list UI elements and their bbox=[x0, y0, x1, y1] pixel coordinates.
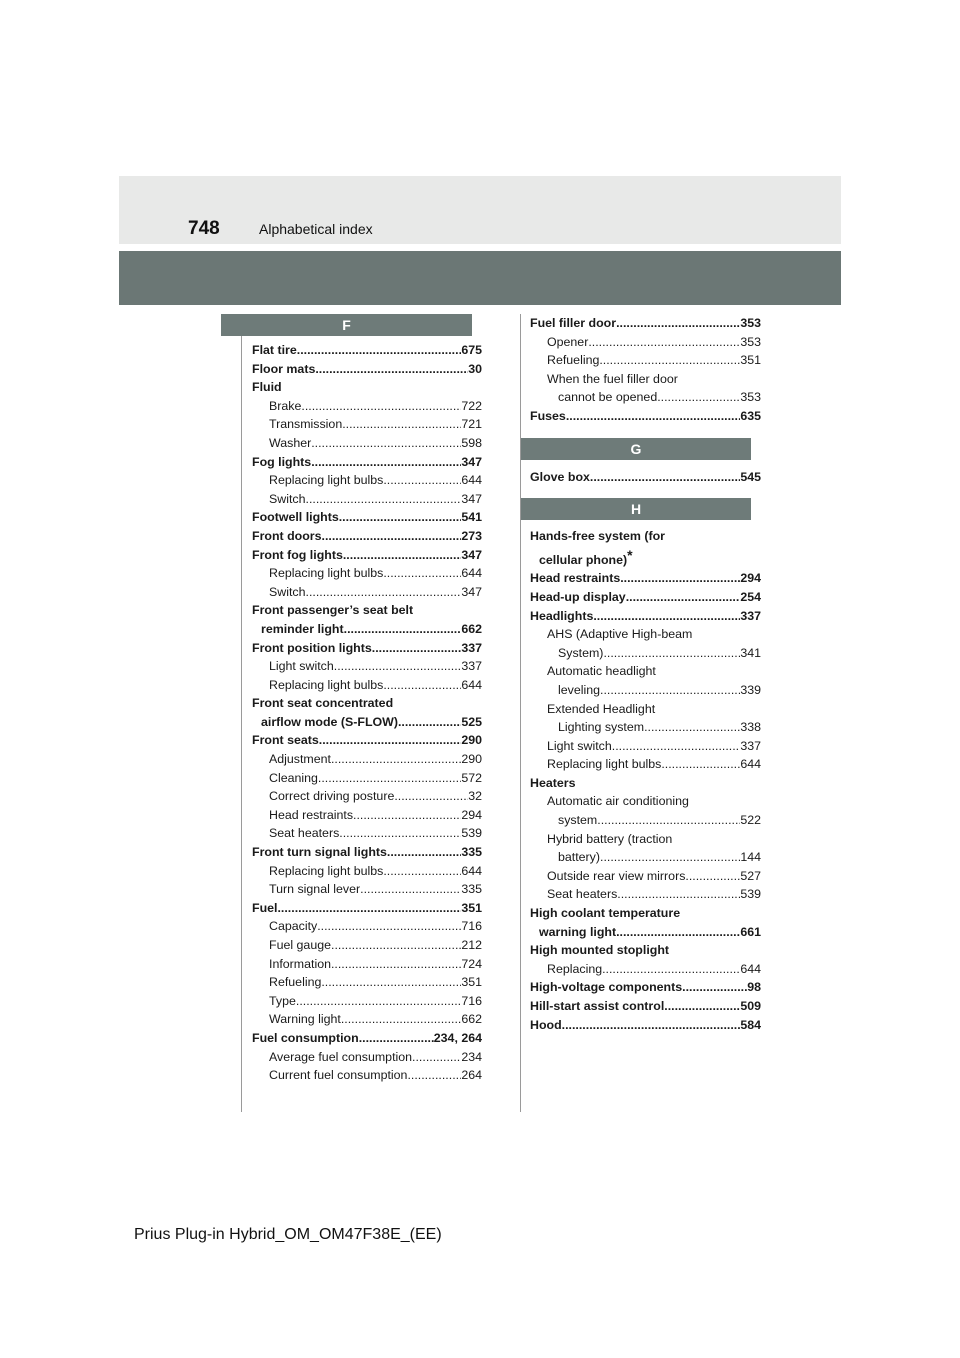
entry-label: leveling bbox=[558, 682, 601, 697]
entry-page: 527 bbox=[740, 868, 761, 883]
dot-leader bbox=[616, 923, 740, 942]
entry-label: High coolant temperature bbox=[530, 906, 681, 921]
index-entry bbox=[252, 471, 482, 490]
dot-leader bbox=[311, 453, 461, 472]
entry-page: 264 bbox=[461, 1068, 482, 1083]
dot-leader bbox=[342, 415, 461, 434]
footnote-mark: * bbox=[627, 546, 633, 563]
entry-page: 341 bbox=[740, 645, 761, 660]
index-entry bbox=[530, 923, 761, 942]
entry-label: Refueling bbox=[269, 975, 322, 990]
dot-leader bbox=[372, 639, 462, 658]
index-entry bbox=[530, 792, 761, 811]
entry-page: 234 bbox=[461, 1049, 482, 1064]
entry-page: 644 bbox=[461, 677, 482, 692]
entry-page: 290 bbox=[461, 733, 482, 748]
entry-label: Cleaning bbox=[269, 770, 318, 785]
dot-leader bbox=[321, 973, 461, 992]
entry-page: 347 bbox=[461, 584, 482, 599]
entry-label: Seat heaters bbox=[547, 887, 618, 902]
entry-label: Replacing bbox=[547, 961, 603, 976]
dot-leader bbox=[306, 583, 462, 602]
entry-label: Adjustment bbox=[269, 752, 331, 767]
index-entry bbox=[252, 750, 482, 769]
dot-leader bbox=[344, 620, 462, 639]
entry-page: 347 bbox=[461, 491, 482, 506]
index-entry bbox=[252, 639, 482, 658]
index-entry bbox=[252, 787, 482, 806]
dot-leader bbox=[566, 407, 741, 426]
index-entry bbox=[530, 333, 761, 352]
entry-label: Outside rear view mirrors bbox=[547, 868, 686, 883]
index-entry bbox=[530, 569, 761, 588]
entry-page: 644 bbox=[740, 757, 761, 772]
dot-leader bbox=[590, 468, 740, 487]
index-entry bbox=[252, 955, 482, 974]
index-entry bbox=[252, 490, 482, 509]
entry-page: 635 bbox=[740, 408, 761, 423]
dot-leader bbox=[682, 978, 747, 997]
index-entry bbox=[252, 936, 482, 955]
entry-label: Information bbox=[269, 956, 331, 971]
entry-page: 337 bbox=[461, 659, 482, 674]
index-entry bbox=[252, 360, 482, 379]
entry-page: 234, 264 bbox=[433, 1030, 482, 1045]
index-entry bbox=[530, 588, 761, 607]
entry-label: warning light bbox=[539, 924, 617, 939]
index-entry bbox=[530, 811, 761, 830]
index-entry bbox=[252, 583, 482, 602]
index-column-left bbox=[241, 314, 482, 1112]
entry-page: 662 bbox=[461, 1012, 482, 1027]
entry-label: battery) bbox=[558, 850, 601, 865]
entry-page: 32 bbox=[468, 789, 482, 804]
entry-label: Correct driving posture bbox=[269, 789, 395, 804]
dot-leader bbox=[412, 1048, 461, 1067]
index-entry bbox=[252, 341, 482, 360]
dot-leader bbox=[317, 917, 461, 936]
dot-leader bbox=[562, 1016, 741, 1035]
dot-leader bbox=[334, 657, 462, 676]
dot-leader bbox=[331, 936, 461, 955]
entry-page: 351 bbox=[461, 975, 482, 990]
index-entry bbox=[252, 527, 482, 546]
entry-page: 353 bbox=[740, 316, 761, 330]
entry-label: Fuel gauge bbox=[269, 938, 332, 952]
dot-leader bbox=[322, 527, 462, 546]
entry-label: Hill-start assist control bbox=[530, 999, 665, 1013]
entry-label: Head-up display bbox=[530, 589, 626, 604]
dot-leader bbox=[339, 508, 462, 527]
index-entry bbox=[530, 700, 761, 719]
entry-page: 598 bbox=[461, 435, 482, 450]
entry-page: 30 bbox=[468, 361, 482, 376]
entry-label: Lighting system bbox=[558, 720, 645, 735]
entry-page: 351 bbox=[740, 353, 761, 368]
index-entry bbox=[530, 885, 761, 904]
entry-page: 539 bbox=[740, 887, 761, 902]
dot-leader bbox=[617, 885, 740, 904]
index-entry bbox=[530, 607, 761, 626]
index-entry bbox=[252, 862, 482, 881]
dot-leader bbox=[603, 644, 740, 663]
index-entry bbox=[252, 620, 482, 639]
entry-label: Switch bbox=[269, 491, 306, 506]
index-entry bbox=[530, 755, 761, 774]
index-entry bbox=[252, 378, 482, 397]
index-entry bbox=[252, 415, 482, 434]
entry-label: Hands-free system (for bbox=[530, 529, 665, 544]
entry-label: airflow mode (S-FLOW) bbox=[261, 714, 398, 729]
index-entry bbox=[252, 453, 482, 472]
entry-label: Automatic air conditioning bbox=[547, 794, 689, 809]
entry-label: Light switch bbox=[269, 659, 334, 674]
index-entries-left bbox=[242, 341, 482, 1085]
entry-label: Current fuel consumption bbox=[269, 1068, 408, 1083]
index-entry bbox=[252, 564, 482, 583]
dot-leader bbox=[331, 955, 461, 974]
dot-leader bbox=[383, 564, 461, 583]
index-entry bbox=[530, 407, 761, 426]
index-entry bbox=[530, 1016, 761, 1035]
index-entry bbox=[530, 546, 761, 570]
dot-leader bbox=[600, 681, 740, 700]
page-title: Alphabetical index bbox=[259, 221, 373, 237]
entry-label: Hood bbox=[530, 1017, 562, 1032]
entry-label: High mounted stoplight bbox=[530, 943, 670, 958]
entry-label: cannot be opened bbox=[558, 390, 658, 405]
index-entry bbox=[252, 676, 482, 695]
index-entry bbox=[530, 718, 761, 737]
entry-page: 353 bbox=[740, 334, 761, 349]
index-entry bbox=[530, 527, 761, 546]
dot-leader bbox=[306, 490, 462, 509]
entry-page: 338 bbox=[740, 720, 761, 735]
entry-label: Glove box bbox=[530, 469, 590, 484]
entry-page: 541 bbox=[461, 510, 482, 525]
entry-label: Refueling bbox=[547, 353, 600, 368]
index-entry bbox=[530, 314, 761, 333]
entry-label: Replacing light bulbs bbox=[269, 677, 384, 692]
index-entry bbox=[530, 625, 761, 644]
entry-label: Front fog lights bbox=[252, 547, 343, 562]
entry-page: 290 bbox=[461, 752, 482, 767]
entry-page: 724 bbox=[461, 956, 482, 971]
entry-label: Extended Headlight bbox=[547, 701, 656, 716]
entry-page: 347 bbox=[461, 454, 482, 469]
dot-leader bbox=[319, 731, 462, 750]
entry-label: Switch bbox=[269, 584, 306, 599]
dot-leader bbox=[620, 569, 740, 588]
index-column-right bbox=[520, 314, 761, 1112]
dot-leader bbox=[593, 607, 740, 626]
dot-leader bbox=[387, 843, 461, 862]
dot-leader bbox=[359, 1029, 434, 1048]
section-header-g: G bbox=[521, 438, 751, 460]
entry-label: Fuel bbox=[252, 900, 278, 915]
index-entry bbox=[530, 941, 761, 960]
index-entry bbox=[530, 774, 761, 793]
entry-page: 144 bbox=[740, 850, 761, 865]
dot-leader bbox=[398, 713, 461, 732]
index-entry bbox=[252, 1010, 482, 1029]
entry-label: Brake bbox=[269, 398, 302, 413]
entry-label: Headlights bbox=[530, 608, 594, 623]
entry-label: Fuel filler door bbox=[530, 316, 617, 330]
entry-label: Replacing light bulbs bbox=[269, 473, 384, 488]
entry-label: Front doors bbox=[252, 528, 322, 543]
dot-leader bbox=[599, 351, 740, 370]
header-dark-band bbox=[119, 251, 841, 305]
index-entry bbox=[252, 546, 482, 565]
entry-label: Turn signal lever bbox=[269, 882, 361, 897]
entry-label: Fuel consumption bbox=[252, 1030, 359, 1045]
entry-page: 572 bbox=[461, 770, 482, 785]
index-entries-g bbox=[521, 468, 761, 487]
index-entry bbox=[252, 973, 482, 992]
entry-label: Hybrid battery (traction bbox=[547, 831, 673, 846]
index-entry bbox=[530, 848, 761, 867]
entry-page: 509 bbox=[740, 999, 761, 1013]
dot-leader bbox=[616, 314, 740, 333]
section-header-h: H bbox=[521, 498, 751, 520]
entry-page: 716 bbox=[461, 993, 482, 1008]
entry-label: Front seat concentrated bbox=[252, 696, 394, 711]
index-entry bbox=[530, 468, 761, 487]
entry-page: 716 bbox=[461, 919, 482, 934]
entry-label: Heaters bbox=[530, 775, 576, 790]
entry-label: Warning light bbox=[269, 1012, 341, 1027]
dot-leader bbox=[296, 992, 461, 1011]
index-entries-h-list bbox=[530, 569, 761, 1034]
dot-leader bbox=[341, 1010, 461, 1029]
entry-label: Average fuel consumption bbox=[269, 1049, 413, 1064]
entry-label: Automatic headlight bbox=[547, 664, 656, 679]
index-entry bbox=[530, 830, 761, 849]
entry-page: 98 bbox=[747, 980, 761, 995]
entry-label: AHS (Adaptive High-beam bbox=[547, 627, 693, 642]
index-entry bbox=[530, 978, 761, 997]
entry-page: 337 bbox=[461, 640, 482, 655]
entry-label: Light switch bbox=[547, 738, 612, 753]
entry-page: 353 bbox=[740, 390, 761, 405]
dot-leader bbox=[600, 848, 740, 867]
dot-leader bbox=[339, 824, 461, 843]
entry-page: 212 bbox=[461, 938, 482, 952]
index-entry bbox=[252, 1048, 482, 1067]
entry-label: Footwell lights bbox=[252, 510, 339, 525]
entry-page: 545 bbox=[740, 469, 761, 484]
index-entry bbox=[252, 769, 482, 788]
entry-label: Head restraints bbox=[530, 571, 621, 586]
index-entry bbox=[252, 1066, 482, 1085]
dot-leader bbox=[685, 867, 740, 886]
dot-leader bbox=[297, 341, 462, 360]
dot-leader bbox=[597, 811, 740, 830]
index-entry bbox=[530, 662, 761, 681]
entry-label: reminder light bbox=[261, 621, 344, 636]
dot-leader bbox=[407, 1066, 461, 1085]
dot-leader bbox=[301, 397, 461, 416]
entry-label: Fuses bbox=[530, 408, 566, 423]
entry-page: 661 bbox=[740, 924, 761, 939]
index-entry bbox=[252, 843, 482, 862]
entry-label: Front position lights bbox=[252, 640, 372, 655]
page-number: 748 bbox=[188, 218, 220, 239]
entry-page: 722 bbox=[461, 398, 482, 413]
dot-leader bbox=[360, 880, 461, 899]
entry-page: 294 bbox=[740, 571, 761, 586]
index-entry bbox=[252, 824, 482, 843]
index-entry bbox=[530, 681, 761, 700]
entry-page: 721 bbox=[461, 417, 482, 432]
index-entry bbox=[252, 397, 482, 416]
entry-label: Fluid bbox=[252, 380, 282, 395]
dot-leader bbox=[315, 360, 468, 379]
entry-label: Floor mats bbox=[252, 361, 316, 376]
entry-page: 335 bbox=[461, 882, 482, 897]
dot-leader bbox=[343, 546, 461, 565]
entry-label: Seat heaters bbox=[269, 826, 340, 841]
dot-leader bbox=[602, 960, 740, 979]
index-entry bbox=[530, 370, 761, 389]
entry-page: 539 bbox=[461, 826, 482, 841]
entry-label: Front turn signal lights bbox=[252, 845, 387, 860]
index-entry bbox=[530, 644, 761, 663]
index-entry bbox=[252, 434, 482, 453]
entry-page: 339 bbox=[740, 682, 761, 697]
dot-leader bbox=[626, 588, 741, 607]
entry-label: High-voltage components bbox=[530, 980, 683, 995]
entry-label: Front passenger’s seat belt bbox=[252, 603, 414, 618]
entry-page: 644 bbox=[461, 566, 482, 581]
entry-page: 525 bbox=[461, 714, 482, 729]
entry-page: 644 bbox=[461, 473, 482, 488]
dot-leader bbox=[661, 755, 740, 774]
entry-label: Capacity bbox=[269, 919, 318, 934]
dot-leader bbox=[588, 333, 740, 352]
dot-leader bbox=[657, 388, 740, 407]
entry-page: 273 bbox=[461, 528, 482, 543]
section-header-f: F bbox=[221, 314, 472, 336]
dot-leader bbox=[644, 718, 740, 737]
entry-label: Front seats bbox=[252, 733, 319, 748]
index-entry bbox=[530, 867, 761, 886]
entry-page: 675 bbox=[461, 343, 482, 357]
entry-page: 337 bbox=[740, 608, 761, 623]
entry-label: cellular phone) bbox=[539, 552, 628, 567]
entry-page: 351 bbox=[461, 900, 482, 915]
dot-leader bbox=[394, 787, 468, 806]
entry-label: Head restraints bbox=[269, 807, 354, 822]
dot-leader bbox=[383, 471, 461, 490]
dot-leader bbox=[383, 676, 461, 695]
index-entry bbox=[252, 694, 482, 713]
index-entry bbox=[530, 737, 761, 756]
entry-label: Replacing light bulbs bbox=[547, 757, 662, 772]
entry-page: 294 bbox=[461, 807, 482, 822]
index-entry bbox=[252, 1029, 482, 1048]
index-entry bbox=[252, 713, 482, 732]
index-entry bbox=[252, 880, 482, 899]
index-entries-right-top bbox=[521, 314, 761, 426]
dot-leader bbox=[311, 434, 461, 453]
index-entry bbox=[530, 997, 761, 1016]
index-entry bbox=[252, 657, 482, 676]
entry-label: System) bbox=[558, 645, 604, 660]
entry-label: Transmission bbox=[269, 417, 343, 432]
index-entry bbox=[252, 899, 482, 918]
entry-page: 644 bbox=[740, 961, 761, 976]
entry-page: 522 bbox=[740, 813, 761, 828]
entry-page: 644 bbox=[461, 863, 482, 878]
dot-leader bbox=[383, 862, 461, 881]
dot-leader bbox=[318, 769, 461, 788]
entry-label: Fog lights bbox=[252, 454, 312, 469]
index-entry bbox=[252, 601, 482, 620]
entry-label: Replacing light bulbs bbox=[269, 566, 384, 581]
index-entry bbox=[252, 992, 482, 1011]
entry-page: 335 bbox=[461, 845, 482, 860]
dot-leader bbox=[612, 737, 741, 756]
entry-label: Replacing light bulbs bbox=[269, 863, 384, 878]
entry-label: Opener bbox=[547, 334, 589, 349]
dot-leader bbox=[664, 997, 740, 1016]
entry-page: 584 bbox=[740, 1017, 761, 1032]
entry-page: 337 bbox=[740, 738, 761, 753]
header-band bbox=[119, 176, 841, 244]
entry-page: 662 bbox=[461, 621, 482, 636]
index-entry bbox=[252, 731, 482, 750]
entry-label: Washer bbox=[269, 435, 312, 450]
dot-leader bbox=[331, 750, 461, 769]
index-entry bbox=[530, 960, 761, 979]
index-entry bbox=[530, 388, 761, 407]
footer-text: Prius Plug-in Hybrid_OM_OM47F38E_(EE) bbox=[134, 1226, 442, 1243]
entry-label: Flat tire bbox=[252, 343, 297, 357]
index-entry bbox=[252, 508, 482, 527]
index-entry bbox=[530, 904, 761, 923]
entry-page: 254 bbox=[740, 589, 761, 604]
entry-page: 347 bbox=[461, 547, 482, 562]
index-entries-h bbox=[521, 527, 761, 1034]
index-entry bbox=[530, 351, 761, 370]
index-entry bbox=[252, 806, 482, 825]
entry-label: Type bbox=[269, 993, 296, 1008]
dot-leader bbox=[277, 899, 461, 918]
entry-label: system bbox=[558, 813, 598, 828]
entry-label: When the fuel filler door bbox=[547, 371, 678, 386]
dot-leader bbox=[353, 806, 461, 825]
index-entry bbox=[252, 917, 482, 936]
